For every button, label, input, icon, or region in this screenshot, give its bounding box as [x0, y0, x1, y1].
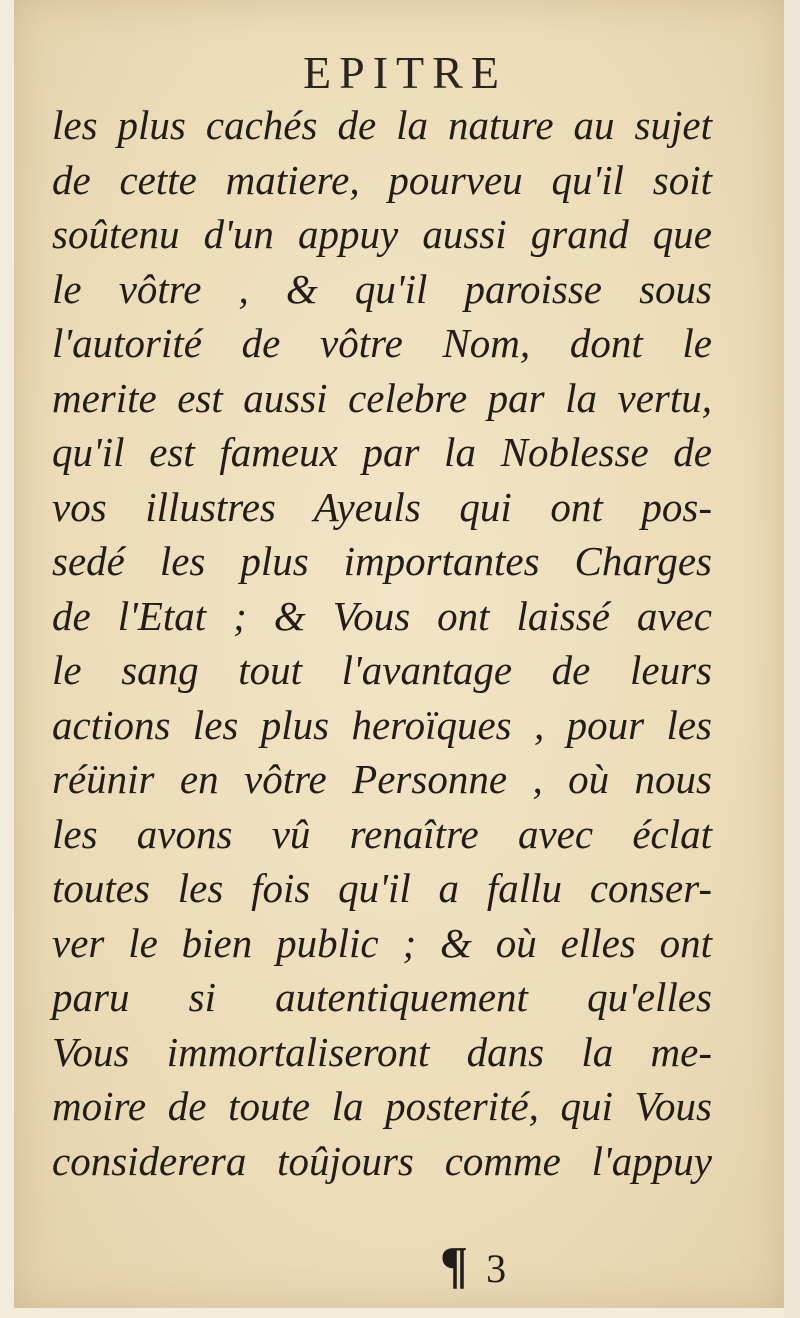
text-line: vos illustres Ayeuls qui ont pos-: [52, 483, 712, 530]
pilcrow-icon: ¶: [440, 1237, 469, 1294]
text-line: moire de toute la posterité, qui Vous: [52, 1083, 712, 1129]
book-page: [14, 0, 784, 1308]
text-line: les avons vû renaître avec éclat: [52, 810, 712, 857]
page-edge: [784, 0, 800, 1318]
text-line: le vôtre , & qu'il paroisse sous: [52, 265, 712, 312]
text-line: l'autorité de vôtre Nom, dont le: [52, 320, 712, 366]
text-line: sedé les plus importantes Charges: [52, 538, 712, 584]
signature-mark: [440, 1236, 506, 1295]
text-line: toutes les fois qu'il a fallu conser-: [52, 865, 712, 911]
text-line: merite est aussi celebre par la vertu,: [52, 374, 712, 421]
text-line: réünir en vôtre Personne , où nous: [52, 756, 712, 802]
text-line: actions les plus heroïques , pour les: [52, 701, 712, 748]
body-text: [52, 98, 712, 1188]
text-line: de l'Etat ; & Vous ont laissé avec: [52, 592, 712, 639]
text-line: qu'il est fameux par la Noblesse de: [52, 429, 712, 475]
text-line: de cette matiere, pourveu qu'il soit: [52, 156, 712, 203]
text-line: les plus cachés de la nature au sujet: [52, 102, 712, 148]
text-line: Vous immortaliseront dans la me-: [52, 1028, 712, 1075]
text-line: ver le bien public ; & où elles ont: [52, 919, 712, 966]
text-line: le sang tout l'avantage de leurs: [52, 647, 712, 693]
text-line: paru si autentiquement qu'elles: [52, 974, 712, 1020]
text-line: soûtenu d'un appuy aussi grand que: [52, 211, 712, 257]
running-title: EPITRE: [303, 47, 507, 98]
signature-number: 3: [486, 1246, 507, 1291]
text-line: considerera toûjours comme l'appuy: [52, 1137, 712, 1184]
